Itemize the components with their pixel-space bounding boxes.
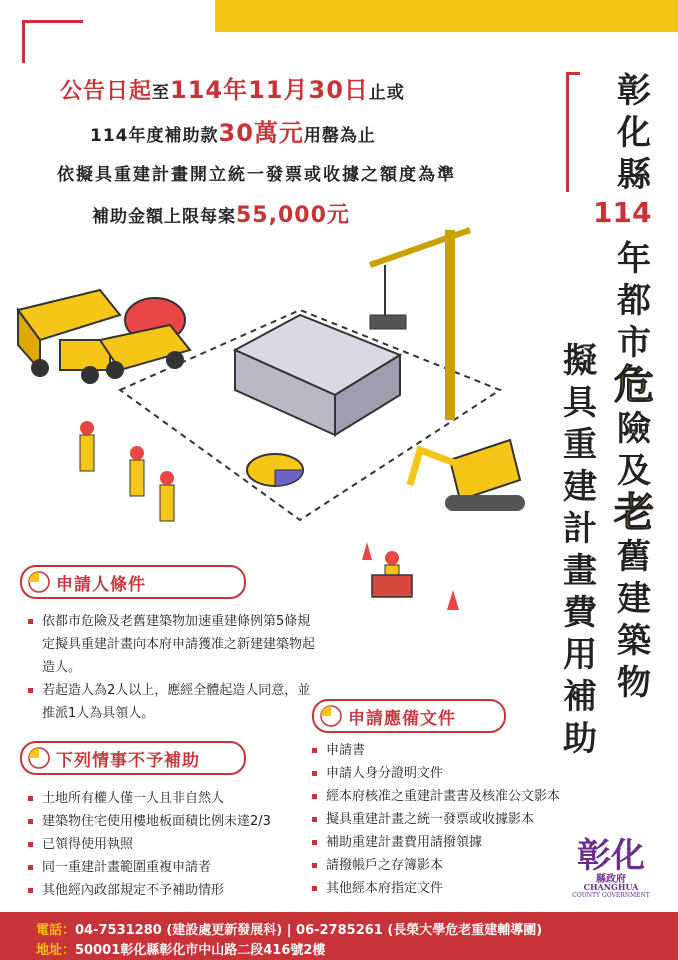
title-red-tick [566, 72, 580, 75]
list-item: 建築物住宅使用樓地板面積比例未達2/3 [28, 810, 308, 833]
pie-material [247, 454, 303, 486]
list-item: 其他經本府指定文件 [312, 877, 592, 900]
title-danger: 危 [614, 362, 654, 408]
logo-sub-text: 縣政府 [596, 874, 626, 885]
building-frame [235, 315, 400, 435]
list-item: 經本府核准之重建計畫書及核准公文影本 [312, 785, 592, 808]
footer-address-row [36, 939, 325, 958]
section-excluded-title: 下列情事不予補助 [56, 751, 200, 771]
corner-decoration [22, 20, 83, 63]
section-applicant-header [20, 565, 246, 599]
documents-list [312, 739, 592, 900]
title-buildings: 舊建築物 [617, 537, 651, 703]
headline-date-end: 114年11月30日 [170, 76, 369, 104]
dump-truck [18, 290, 120, 384]
headline-date-or: 止或 [368, 83, 405, 103]
headline-budget-suffix: 用罄為止 [303, 126, 376, 146]
construction-illustration [0, 220, 560, 620]
headline-date-to: 至 [152, 83, 171, 103]
footer-contact [0, 912, 678, 960]
list-item: 申請書 [312, 739, 592, 762]
applicant-list [28, 610, 318, 725]
title-county: 彰化縣 [617, 71, 651, 195]
list-item: 已領得使用執照 [28, 833, 308, 856]
list-item: 請撥帳戶之存簿影本 [312, 854, 592, 877]
list-item: 若起造人為2人以上，應經全體起造人同意，並推派1人為具領人。 [28, 679, 318, 725]
logo-english-sub: COUNTY GOVERNMENT [572, 892, 650, 899]
section-applicant-title: 申請人條件 [56, 575, 146, 595]
county-logo [566, 826, 656, 904]
list-item: 其他經內政部規定不予補助情形 [28, 879, 308, 902]
footer-phone-row [36, 919, 542, 938]
title-main-right [612, 238, 656, 704]
quarter-circle-icon [320, 705, 342, 727]
footer-phone-label: 電話： [36, 923, 76, 938]
headline-budget [90, 113, 376, 148]
brick-wall [372, 575, 412, 597]
footer-address-label: 地址： [36, 943, 76, 958]
title-old: 老 [614, 490, 654, 536]
headline-basis: 依擬具重建計畫開立統一發票或收據之額度為準 [57, 165, 456, 185]
top-yellow-bar [215, 0, 678, 32]
list-item: 同一重建計畫範圍重複申請者 [28, 856, 308, 879]
excluded-list [28, 787, 308, 902]
headline-cap-amount: 55,000元 [236, 203, 350, 228]
title-year: 114 [593, 196, 652, 229]
headline-cap-label: 補助金額上限每案 [92, 207, 236, 227]
excavator [410, 440, 525, 511]
section-excluded-header [20, 741, 246, 775]
list-item: 依都市危險及老舊建築物加速重建條例第5條規定擬具重建計畫向本府申請獲准之新建建築物起造人。 [28, 610, 318, 679]
title-main-left: 擬具重建計畫費用補助 [563, 341, 597, 759]
list-item: 補助重建計畫費用請撥領據 [312, 831, 592, 854]
logo-main-text: 彰化 [577, 836, 645, 876]
section-documents-header [312, 699, 506, 733]
headline-date-start: 公告日起 [60, 79, 153, 104]
headline-date [60, 70, 405, 105]
footer-phone-text: 04-7531280 (建設處更新發展科) | 06-2785261 (長榮大學危老重建輔導團) [75, 923, 543, 938]
list-item: 擬具重建計畫之統一發票或收據影本 [312, 808, 592, 831]
headline-budget-label: 114年度補助款 [90, 126, 219, 146]
title-city: 年都市 [617, 239, 651, 363]
quarter-circle-icon [28, 571, 50, 593]
headline-budget-amount: 30萬元 [218, 119, 304, 147]
list-item: 申請人身分證明文件 [312, 762, 592, 785]
title-and: 險及 [617, 409, 651, 491]
quarter-circle-icon [28, 747, 50, 769]
section-documents-title: 申請應備文件 [348, 709, 456, 729]
footer-address-text: 50001彰化縣彰化市中山路二段416號2樓 [75, 943, 326, 958]
list-item: 土地所有權人僅一人且非自然人 [28, 787, 308, 810]
logo-english-name: CHANGHUA [583, 882, 639, 892]
title-red-rule [566, 72, 569, 192]
